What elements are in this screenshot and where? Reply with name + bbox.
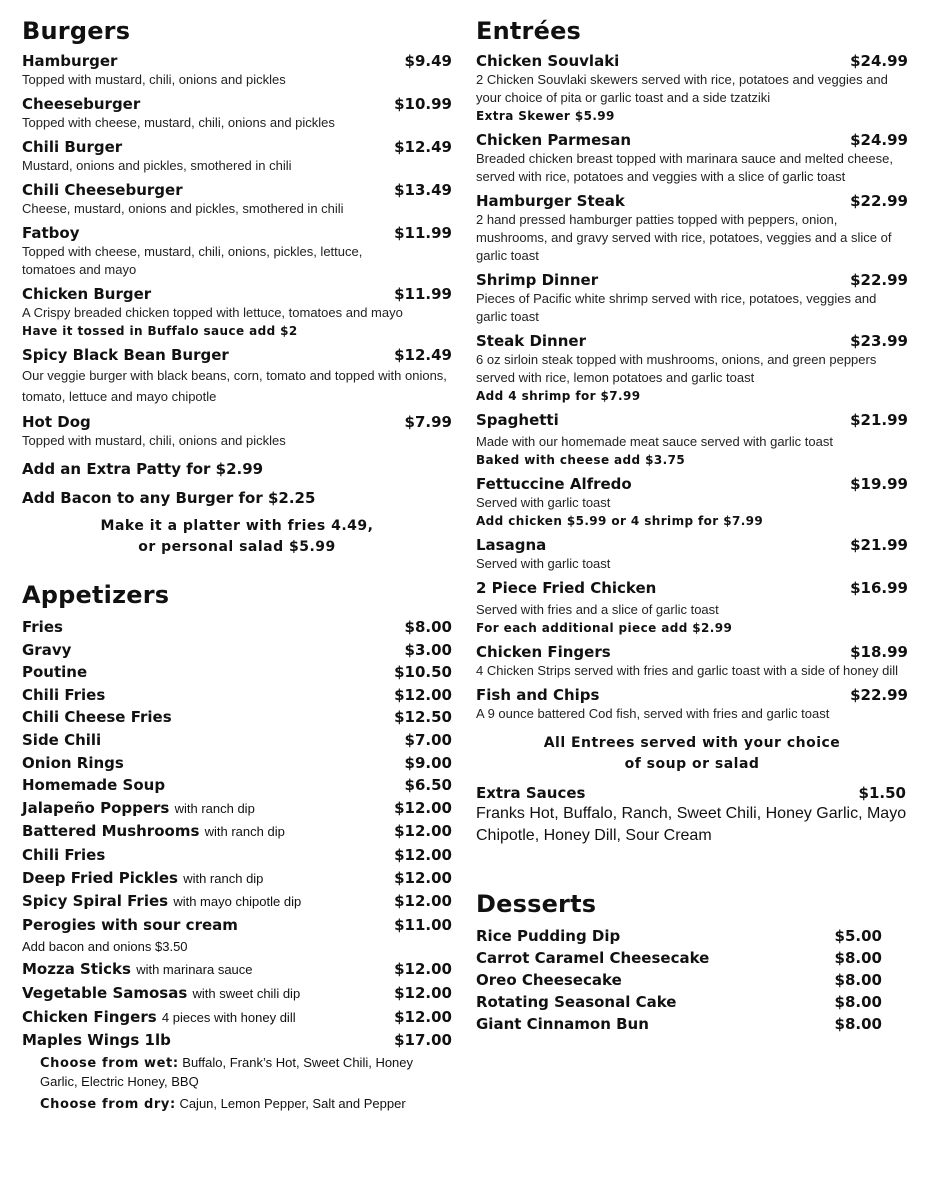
- desserts-list: [476, 925, 908, 1035]
- item-price: $11.00: [394, 915, 452, 934]
- item-name: Side Chili: [22, 730, 102, 749]
- item-name: Deep Fried Pickles: [22, 868, 178, 887]
- item-name: Chili Fries: [22, 685, 106, 704]
- list-item: [22, 914, 452, 937]
- item-description: 6 oz sirloin steak topped with mushrooms, onions, and green peppers served with rice, lemon potatoes and garlic toast: [476, 352, 877, 385]
- item-description: Cheese, mustard, onions and pickles, smothered in chili: [22, 201, 344, 216]
- menu-item: [476, 579, 908, 637]
- menu-item: [22, 346, 452, 407]
- wings-dry-options: [22, 1095, 452, 1114]
- item-price: $12.00: [394, 868, 452, 887]
- dry-options: Cajun, Lemon Pepper, Salt and Pepper: [179, 1095, 406, 1111]
- entrees-served-note: [476, 733, 908, 775]
- item-accompaniment: 4 pieces with honey dill: [161, 1009, 296, 1025]
- menu-item: [476, 271, 908, 326]
- wings-wet-options: [22, 1054, 452, 1091]
- list-item: [476, 1013, 882, 1035]
- item-price: $10.99: [394, 95, 452, 113]
- item-name: Chicken Parmesan: [476, 131, 632, 149]
- item-price: $24.99: [850, 52, 908, 70]
- item-description: Served with fries and a slice of garlic toast: [476, 602, 719, 617]
- item-price: $9.00: [404, 753, 452, 772]
- item-name: Spaghetti: [476, 411, 559, 429]
- item-name: Cheeseburger: [22, 95, 141, 113]
- wet-label: Choose from wet:: [40, 1055, 179, 1071]
- extra-bacon-offer: Add Bacon to any Burger for $2.25: [22, 489, 316, 507]
- item-description: A 9 ounce battered Cod fish, served with fries and garlic toast: [476, 706, 830, 721]
- item-price: $22.99: [850, 192, 908, 210]
- item-name: Hamburger: [22, 52, 118, 70]
- menu-item: [476, 411, 908, 469]
- perogies-note: Add bacon and onions $3.50: [22, 939, 188, 955]
- menu-item: [22, 413, 452, 450]
- appetizers-heading: Appetizers: [22, 581, 170, 609]
- item-description: Breaded chicken breast topped with marinara sauce and melted cheese, served with rice, potatoes and veggies with a slice of garlic toast: [476, 151, 893, 184]
- item-name: Fettuccine Alfredo: [476, 475, 632, 493]
- list-item: [22, 684, 452, 707]
- list-item: [476, 925, 882, 947]
- item-description: Served with garlic toast: [476, 495, 611, 510]
- item-name: Jalapeño Poppers: [22, 798, 170, 817]
- item-price: $8.00: [404, 618, 452, 636]
- item-price: $8.00: [834, 993, 882, 1011]
- item-description: 2 Chicken Souvlaki skewers served with rice, potatoes and veggies and your choice of pita or garlic toast and a side tzatziki: [476, 72, 888, 105]
- item-name: Chicken Souvlaki: [476, 52, 620, 70]
- list-item: [22, 616, 452, 639]
- list-item: [22, 661, 452, 684]
- item-price: $3.00: [404, 640, 452, 659]
- list-item: [22, 797, 452, 821]
- item-accompaniment: with mayo chipotle dip: [173, 894, 302, 910]
- menu-item: [22, 52, 452, 89]
- item-price: $12.00: [394, 798, 452, 817]
- item-name: Hamburger Steak: [476, 192, 625, 210]
- item-price: $5.00: [834, 927, 882, 945]
- item-name: Mozza Sticks: [22, 960, 131, 979]
- item-name: Extra Sauces: [476, 784, 586, 802]
- item-name: Poutine: [22, 663, 88, 682]
- item-price: $23.99: [850, 332, 908, 350]
- item-price: $8.00: [834, 949, 882, 967]
- item-price: $11.99: [394, 224, 452, 242]
- list-item: [476, 969, 882, 991]
- item-name: Rotating Seasonal Cake: [476, 993, 677, 1011]
- item-price: $16.99: [850, 579, 908, 597]
- item-description: Made with our homemade meat sauce served with garlic toast: [476, 434, 833, 449]
- list-item: [22, 820, 452, 844]
- item-description: Topped with mustard, chili, onions and pickles: [22, 72, 286, 87]
- item-price: $12.00: [394, 983, 452, 1002]
- item-price: $12.00: [394, 845, 452, 864]
- menu-item: [476, 475, 908, 530]
- item-description: Mustard, onions and pickles, smothered in chili: [22, 158, 292, 173]
- item-name: Onion Rings: [22, 753, 124, 772]
- list-item: [476, 947, 882, 969]
- item-note: For each additional piece add $2.99: [476, 621, 733, 635]
- item-price: $7.99: [404, 413, 452, 431]
- list-item: [22, 867, 452, 891]
- item-name: Fatboy: [22, 224, 80, 242]
- item-price: $1.50: [858, 784, 906, 802]
- item-name: Spicy Spiral Fries: [22, 892, 169, 911]
- item-price: $22.99: [850, 686, 908, 704]
- list-item: [22, 639, 452, 662]
- item-name: Fish and Chips: [476, 686, 600, 704]
- item-name: Steak Dinner: [476, 332, 586, 350]
- right-column: [476, 16, 908, 1035]
- item-price: $12.00: [394, 822, 452, 841]
- item-price: $12.49: [394, 138, 452, 156]
- item-name: Hot Dog: [22, 413, 91, 431]
- list-item: [22, 752, 452, 775]
- item-name: Perogies with sour cream: [22, 915, 238, 934]
- served-line: All Entrees served with your choice: [543, 735, 841, 751]
- list-item: [22, 1029, 452, 1052]
- item-price: $7.00: [404, 730, 452, 749]
- menu-item: [22, 181, 452, 218]
- platter-offer: [22, 516, 452, 558]
- item-description: Served with garlic toast: [476, 556, 611, 571]
- item-name: Chili Cheeseburger: [22, 181, 183, 199]
- item-name: Rice Pudding Dip: [476, 927, 621, 945]
- item-name: Chicken Burger: [22, 285, 152, 303]
- menu-item: [476, 131, 908, 186]
- item-price: $8.00: [834, 971, 882, 989]
- sauces-list: Franks Hot, Buffalo, Ranch, Sweet Chili, Honey Garlic, Mayo Chipotle, Honey Dill, Sour Cream: [476, 805, 907, 844]
- item-accompaniment: with ranch dip: [204, 824, 285, 840]
- item-description: Our veggie burger with black beans, corn, tomato and topped with onions, tomato, lettuce and mayo chipotle: [22, 368, 447, 404]
- item-price: $12.00: [394, 960, 452, 979]
- burgers-heading: Burgers: [22, 17, 131, 45]
- item-name: Maples Wings 1lb: [22, 1031, 171, 1050]
- list-item: [22, 982, 452, 1006]
- item-name: Fries: [22, 618, 63, 636]
- item-description: A Crispy breaded chicken topped with lettuce, tomatoes and mayo: [22, 305, 403, 320]
- item-accompaniment: with sweet chili dip: [192, 985, 301, 1001]
- list-item: [22, 706, 452, 729]
- menu-item: [22, 224, 452, 279]
- item-note: Extra Skewer $5.99: [476, 109, 615, 123]
- desserts-heading: Desserts: [476, 890, 597, 918]
- list-item: [22, 729, 452, 752]
- item-name: Spicy Black Bean Burger: [22, 346, 229, 364]
- item-price: $12.00: [394, 892, 452, 911]
- item-description: Topped with cheese, mustard, chili, onions, pickles, lettuce, tomatoes and mayo: [22, 244, 363, 277]
- list-item: [22, 890, 452, 914]
- item-price: $17.00: [394, 1031, 452, 1050]
- item-description: Topped with cheese, mustard, chili, onions and pickles: [22, 115, 335, 130]
- item-name: Vegetable Samosas: [22, 983, 188, 1002]
- item-name: Giant Cinnamon Bun: [476, 1015, 649, 1033]
- item-description: Topped with mustard, chili, onions and pickles: [22, 433, 286, 448]
- item-name: Battered Mushrooms: [22, 822, 200, 841]
- item-note: Add chicken $5.99 or 4 shrimp for $7.99: [476, 514, 764, 528]
- item-name: Shrimp Dinner: [476, 271, 599, 289]
- list-item: [22, 844, 452, 867]
- item-price: $13.49: [394, 181, 452, 199]
- item-description: 4 Chicken Strips served with fries and garlic toast with a side of honey dill: [476, 663, 898, 678]
- item-price: $21.99: [850, 536, 908, 554]
- extra-patty-offer: Add an Extra Patty for $2.99: [22, 460, 264, 478]
- item-accompaniment: with marinara sauce: [136, 962, 253, 978]
- item-name: Carrot Caramel Cheesecake: [476, 949, 710, 967]
- item-price: $12.00: [394, 1007, 452, 1026]
- item-price: $11.99: [394, 285, 452, 303]
- list-item: [476, 991, 882, 1013]
- platter-line: or personal salad $5.99: [138, 539, 336, 555]
- item-price: $12.00: [394, 685, 452, 704]
- item-price: $8.00: [834, 1015, 882, 1033]
- item-note: Add 4 shrimp for $7.99: [476, 389, 641, 403]
- menu-item: [22, 285, 452, 340]
- menu-item: [476, 192, 908, 265]
- item-name: Chili Fries: [22, 845, 106, 864]
- menu-item: [476, 686, 908, 723]
- item-name: Gravy: [22, 640, 72, 659]
- item-name: Lasagna: [476, 536, 547, 554]
- platter-line: Make it a platter with fries 4.49,: [100, 518, 374, 534]
- item-note: Have it tossed in Buffalo sauce add $2: [22, 324, 298, 338]
- extra-sauces: [476, 784, 908, 847]
- item-price: $12.50: [394, 708, 452, 727]
- item-accompaniment: with ranch dip: [174, 800, 255, 816]
- dry-label: Choose from dry:: [40, 1096, 176, 1112]
- menu-item: [476, 52, 908, 125]
- wet-options: Buffalo, Frank’s Hot, Sweet Chili, Honey Garlic, Electric Honey, BBQ: [40, 1054, 414, 1089]
- item-name: Chicken Fingers: [22, 1007, 157, 1026]
- list-item: [22, 958, 452, 982]
- item-name: Oreo Cheesecake: [476, 971, 622, 989]
- item-price: $19.99: [850, 475, 908, 493]
- item-price: $12.49: [394, 346, 452, 364]
- item-name: Homemade Soup: [22, 776, 166, 795]
- item-name: Chicken Fingers: [476, 643, 611, 661]
- served-line: of soup or salad: [624, 756, 760, 772]
- list-item: [22, 1006, 452, 1030]
- item-price: $21.99: [850, 411, 908, 429]
- entrees-heading: Entrées: [476, 17, 582, 45]
- item-name: 2 Piece Fried Chicken: [476, 579, 657, 597]
- item-name: Chili Burger: [22, 138, 123, 156]
- item-price: $24.99: [850, 131, 908, 149]
- menu-item: [476, 332, 908, 405]
- menu-item: [22, 138, 452, 175]
- item-price: $6.50: [404, 776, 452, 795]
- appetizers-list: [22, 616, 452, 1114]
- menu-item: [476, 643, 908, 680]
- item-accompaniment: with ranch dip: [183, 870, 264, 886]
- item-description: 2 hand pressed hamburger patties topped with peppers, onion, mushrooms, and gravy served with rice, potatoes, veggies and a slice of garlic toast: [476, 212, 892, 263]
- item-price: $9.49: [404, 52, 452, 70]
- list-item: [22, 774, 452, 797]
- item-price: $10.50: [394, 663, 452, 682]
- menu-item: [22, 95, 452, 132]
- item-note: Baked with cheese add $3.75: [476, 453, 686, 467]
- left-column: [22, 16, 452, 1114]
- item-description: Pieces of Pacific white shrimp served with rice, potatoes, veggies and garlic toast: [476, 291, 877, 324]
- item-name: Chili Cheese Fries: [22, 708, 172, 727]
- menu-item: [476, 536, 908, 573]
- item-price: $22.99: [850, 271, 908, 289]
- item-price: $18.99: [850, 643, 908, 661]
